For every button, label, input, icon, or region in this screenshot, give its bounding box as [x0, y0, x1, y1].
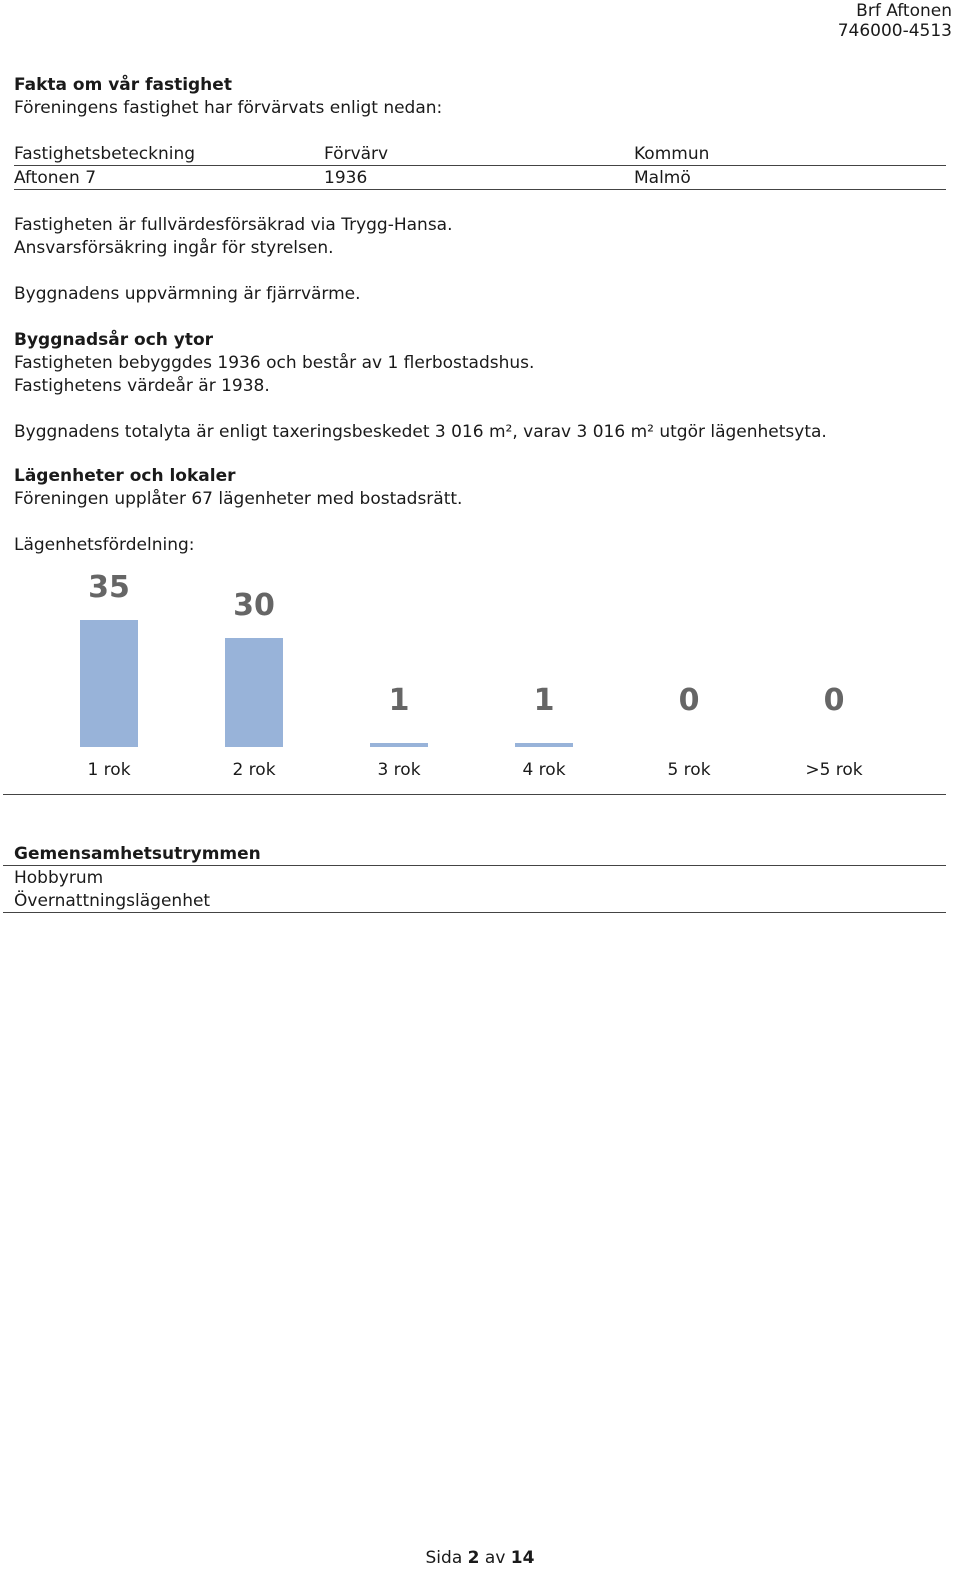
table-divider — [14, 165, 946, 166]
bar-value-label: 0 — [823, 683, 845, 718]
facts-heading: Fakta om vår fastighet — [14, 75, 232, 95]
bar-value-label: 35 — [88, 570, 130, 605]
table-cell-municipality: Malmö — [634, 168, 691, 188]
insurance-text: Fastigheten är fullvärdesförsäkrad via Trygg-Hansa. — [14, 215, 453, 235]
page-number — [0, 1547, 960, 1570]
apartments-line-1: Föreningen upplåter 67 lägenheter med bostadsrätt. — [14, 489, 463, 509]
org-name: Brf Aftonen — [856, 1, 952, 21]
bar-value-label: 30 — [233, 588, 275, 624]
building-line-1: Fastigheten bebyggdes 1936 och består av 1 flerbostadshus. — [14, 353, 535, 373]
category-label: 2 rok — [232, 760, 276, 780]
building-line-2: Fastighetens värdeår är 1938. — [14, 376, 270, 396]
heating-text: Byggnadens uppvärmning är fjärrvärme. — [14, 284, 361, 304]
category-label: 4 rok — [522, 760, 566, 780]
table-header-acquisition: Förvärv — [324, 144, 389, 164]
table-header-designation: Fastighetsbeteckning — [14, 144, 196, 164]
liability-text: Ansvarsförsäkring ingår för styrelsen. — [14, 238, 334, 258]
apartments-heading: Lägenheter och lokaler — [14, 466, 236, 486]
apartment-distribution-chart — [0, 570, 960, 795]
common-bottom-rule — [3, 912, 946, 913]
common-heading: Gemensamhetsutrymmen — [14, 844, 261, 864]
common-item-hobby-room: Hobbyrum — [14, 868, 104, 888]
bar-value-label: 1 — [533, 683, 555, 718]
bar-3rok — [370, 743, 428, 747]
category-label: >5 rok — [805, 760, 863, 780]
org-number: 746000-4513 — [837, 21, 952, 41]
category-label: 5 rok — [667, 760, 711, 780]
bar-value-label: 1 — [388, 683, 410, 718]
facts-intro: Föreningens fastighet har förvärvats enligt nedan: — [14, 98, 443, 118]
building-heading: Byggnadsår och ytor — [14, 330, 214, 350]
table-cell-designation: Aftonen 7 — [14, 168, 97, 188]
bar-4rok — [515, 743, 573, 747]
table-bottom-rule — [14, 189, 946, 190]
chart-bottom-rule — [3, 794, 946, 795]
bar-value-label: 0 — [678, 683, 700, 718]
category-label: 1 rok — [87, 760, 131, 780]
common-heading-rule — [3, 865, 946, 866]
current-page: 2 — [467, 1548, 480, 1568]
table-cell-acquisition: 1936 — [324, 168, 368, 188]
category-label: 3 rok — [377, 760, 421, 780]
distribution-label: Lägenhetsfördelning: — [14, 535, 195, 555]
page-prefix: Sida — [425, 1548, 463, 1568]
table-header-municipality: Kommun — [634, 144, 710, 164]
bar-1rok — [80, 620, 138, 747]
page-middle: av — [484, 1548, 506, 1568]
common-item-guest-apartment: Övernattningslägenhet — [14, 891, 211, 911]
building-area: Byggnadens totalyta är enligt taxeringsbeskedet 3 016 m², varav 3 016 m² utgör lägenhetsyta. — [14, 422, 827, 442]
bar-2rok — [225, 638, 283, 747]
total-pages: 14 — [510, 1548, 535, 1568]
